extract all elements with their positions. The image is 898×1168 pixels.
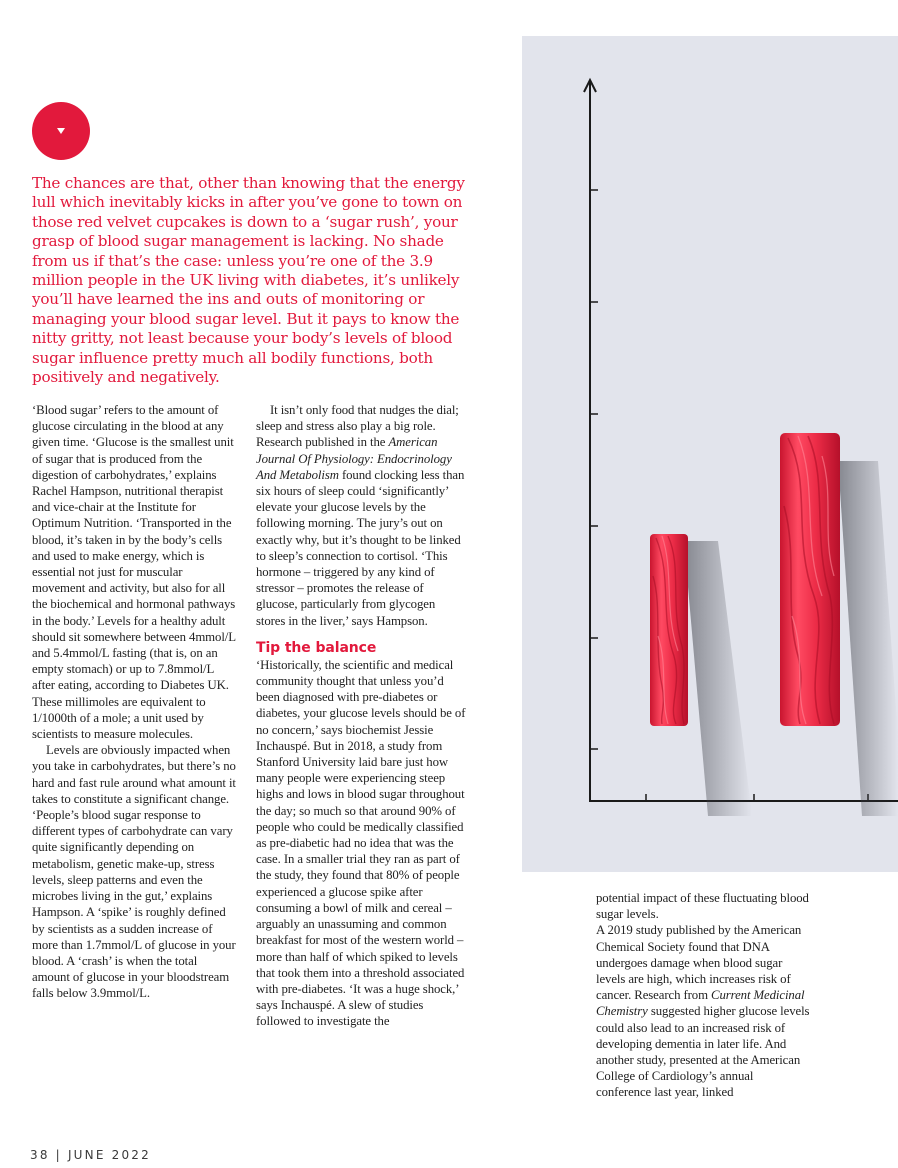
chevron-down-icon bbox=[57, 128, 65, 134]
section-badge bbox=[32, 102, 90, 160]
body-column-3 bbox=[596, 890, 810, 1101]
text-run: A 2019 study published by the American Chemical Society found that DNA undergoes damage when blood sugar levels are high, which increases risk of cancer. Research from bbox=[596, 923, 802, 1003]
candy-shadow bbox=[838, 461, 898, 816]
candy-bar-tall bbox=[780, 433, 840, 726]
intro-standfirst: The chances are that, other than knowing that the energy lull which inevitably kicks in after you’ve gone to town on those red velvet cupcakes is down to a ‘sugar rush’, your grasp of blood sugar management is lacking. No shade from us if that’s the case: unless you’re one of the 3.9 million people in the UK living with diabetes, it’s unlikely you’ll have learned the ins and outs of monitoring or managing your blood sugar level. But it pays to know the nitty gritty, not least because your body’s levels of blood sugar influence pretty much all bodily functions, both positively and negatively. bbox=[32, 174, 465, 387]
body-column-2 bbox=[256, 402, 466, 1030]
y-ticks bbox=[590, 190, 598, 749]
paragraph: ‘Blood sugar’ refers to the amount of glucose circulating in the blood at any given time. ‘Glucose is the smallest unit of sugar that is produced from the digestion of carbohydrates,’ explains Rachel Hampson, nutritional therapist and vice-chair at the Institute for Optimum Nutrition. ‘Transported in the blood, it’s taken in by the body’s cells and used to make energy, which is essential not just for muscular movement and activity, but also for all the biochemical and hormonal pathways in the body.’ Levels for a healthy adult should sit somewhere between 4mmol/L and 5.4mmol/L fasting (that is, on an empty stomach) or up to 7.8mmol/L after eating, according to Diabetes UK. These millimoles are equivalent to 1/1000th of a mole; a unit used by scientists to measure molecules. bbox=[32, 403, 236, 742]
paragraph: Levels are obviously impacted when you take in carbohydrates, but there’s no hard and fast rule around what amount it takes to constitute a significant change. ‘People’s blood sugar response to different types of carbohydrate can vary quite significantly depending on metabolism, genetic make-up, stress levels, sleep patterns and even the microbes living in the gut,’ explains Hampson. A ‘spike’ is roughly defined by scientists as a sudden increase of more than 1.7mmol/L of glucose in your blood. A ‘crash’ is when the total amount of glucose in your bloodstream falls below 3.9mmol/L. bbox=[32, 743, 236, 1001]
text-run: It isn’t only food that nudges the dial; sleep and stress also play a big role. Research published in the bbox=[256, 403, 459, 450]
candy-shadow bbox=[684, 541, 752, 816]
paragraph bbox=[256, 402, 466, 629]
subheading: Tip the balance bbox=[256, 639, 377, 656]
journal-title: Current Medicinal Chemistry bbox=[596, 988, 805, 1019]
candy-bar-short bbox=[650, 534, 688, 726]
photo-candy-bar-chart bbox=[522, 36, 898, 872]
paragraph bbox=[596, 922, 810, 1100]
text-run: suggested higher glucose levels could also lead to an increased risk of developing dementia in later life. And another study, presented at the American College of Cardiology’s annual conference last year, linked bbox=[596, 1004, 810, 1100]
journal-title: American Journal Of Physiology: Endocrinology And Metabolism bbox=[256, 435, 452, 482]
text-run: found clocking less than six hours of sleep could ‘significantly’ elevate your glucose levels by the following morning. The jury’s out on exactly why, but it’s thought to be linked to sleep’s connection to cortisol. ‘This hormone – triggered by any kind of stressor – promotes the release of glucose, particularly from glycogen stores in the liver,’ says Hampson. bbox=[256, 467, 465, 628]
x-ticks bbox=[646, 794, 868, 801]
page-footer-folio: 38 | JUNE 2022 bbox=[30, 1148, 151, 1162]
paragraph: potential impact of these fluctuating blood sugar levels. bbox=[596, 891, 809, 922]
candy-chart-illustration bbox=[522, 36, 898, 872]
body-column-1 bbox=[32, 402, 238, 1002]
paragraph: ‘Historically, the scientific and medical community thought that unless you’d been diagnosed with pre-diabetes or diabetes, your glucose levels should be of no concern,’ says biochemist Jessie Inchauspé. But in 2018, a study from Stanford University laid bare just how many people were experiencing steep highs and lows in blood sugar throughout the day; so much so that around 90% of people who could be medically classified as pre-diabetic had no idea that was the case. In a smaller trial they ran as part of the study, they found that 80% of people experienced a glucose spike after consuming a bowl of milk and cereal – arguably an unassuming and common breakfast for most of the western world – more than half of which spiked to levels that took them into a threshold associated with pre-diabetes. ‘It was a huge shock,’ says Inchauspé. A slew of studies followed to investigate the bbox=[256, 657, 466, 1029]
